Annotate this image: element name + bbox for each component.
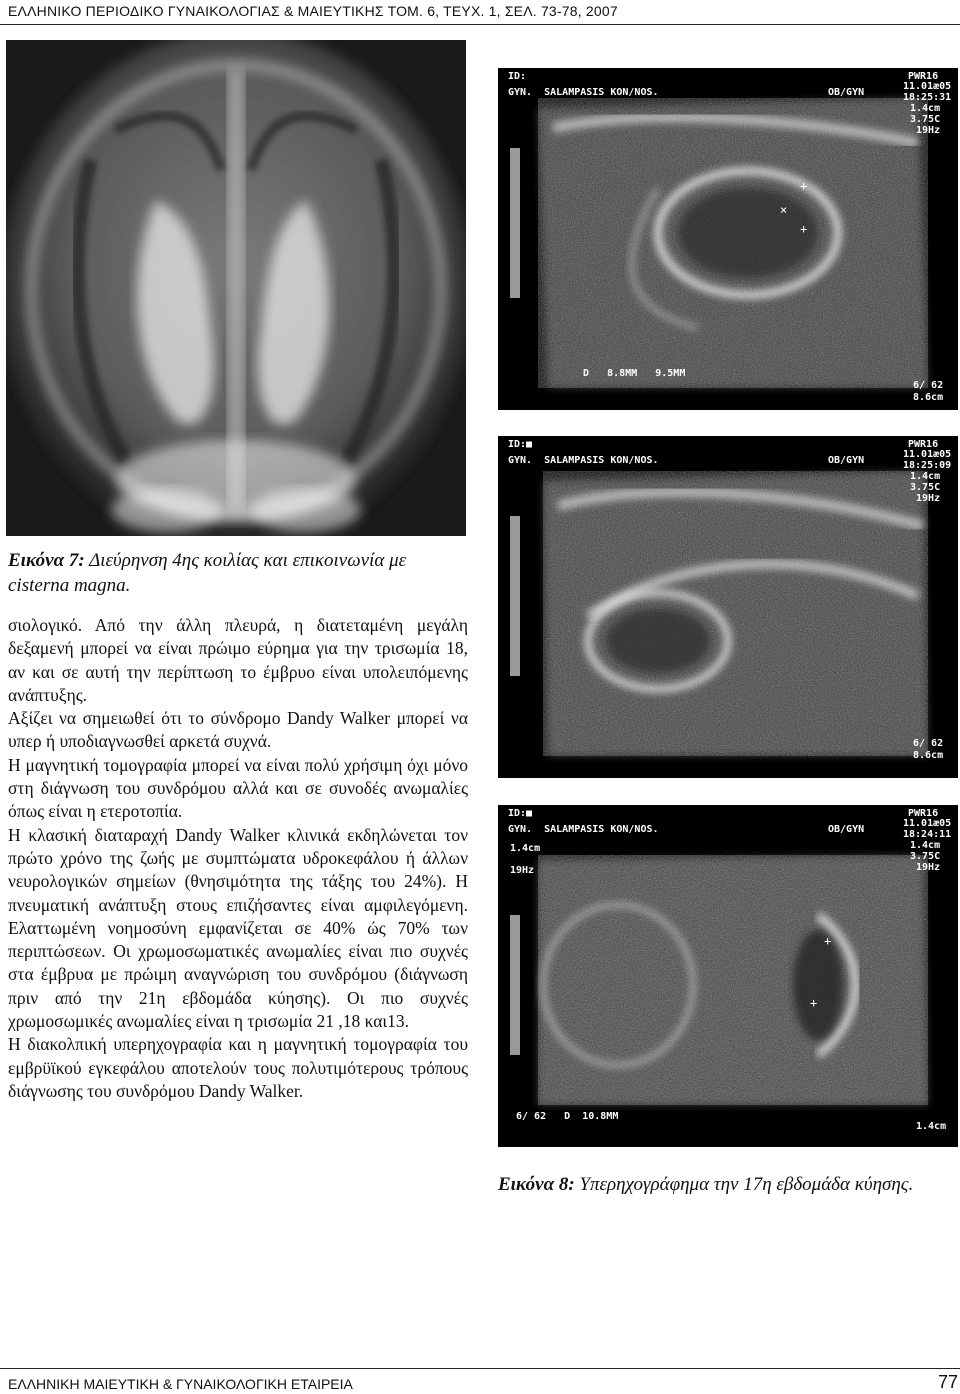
osd-power: PWR16 — [908, 439, 939, 450]
osd-id: ID: — [508, 71, 527, 82]
osd-power: PWR16 — [908, 808, 939, 819]
osd-hz: 19Hz — [916, 862, 941, 873]
osd-mode: OB/GYN — [828, 824, 865, 835]
figure-8-text: Υπερηχογράφημα την 17η εβδομάδα κύησης. — [579, 1174, 914, 1195]
osd-id: ID:■ — [508, 439, 533, 450]
osd-mode: OB/GYN — [828, 87, 865, 98]
osd-date: 11.01æ05 — [903, 818, 952, 829]
paragraph: Η μαγνητική τομογραφία μπορεί να είναι πολύ χρήσιμη όχι μόνο στη διάγνωση του συνδρόμου αλλά και σε συνοδές ανωμαλίες όπως είναι η ετεροτοπία. — [8, 754, 468, 822]
osd-time: 18:25:09 — [903, 460, 952, 471]
osd-date: 11.01æ05 — [903, 449, 952, 460]
osd-left-depth: 1.4cm — [510, 843, 541, 854]
mri-brain-graphic — [6, 40, 466, 536]
osd-mode: OB/GYN — [828, 455, 865, 466]
osd-date: 11.01æ05 — [903, 81, 952, 92]
osd-patient: GYN. SALAMPASIS KON/NOS. — [508, 824, 659, 835]
ultrasound-graphic-2 — [498, 436, 958, 778]
page-footer — [8, 1372, 958, 1392]
page-number: 77 — [937, 1372, 958, 1392]
figure-7-label: Εικόνα 7: — [8, 550, 85, 571]
footer-society: ΕΛΛΗΝΙΚΗ ΜΑΙΕΥΤΙΚΗ & ΓΥΝΑΙΚΟΛΟΓΙΚΗ ΕΤΑΙΡΕΙΑ — [8, 1376, 353, 1392]
figure-8-ultrasound-panel-2 — [498, 436, 958, 778]
osd-depth: 1.4cm — [910, 471, 941, 482]
header-rule — [0, 24, 960, 25]
ultrasound-graphic-1 — [498, 68, 958, 410]
paragraph: Αξίζει να σημειωθεί ότι το σύνδρομο Dandy Walker μπορεί να υπερ ή υποδιαγνωσθεί αρκετά συχνά. — [8, 708, 468, 752]
osd-patient: GYN. SALAMPASIS KON/NOS. — [508, 87, 659, 98]
osd-measure: 6/ 62 D 10.8MM — [516, 1111, 619, 1122]
osd-hz: 19Hz — [916, 493, 941, 504]
figure-8-label: Εικόνα 8: — [498, 1174, 575, 1195]
osd-power: PWR16 — [908, 71, 939, 82]
footer-rule — [0, 1368, 960, 1369]
osd-left-hz: 19Hz — [510, 865, 535, 876]
osd-time: 18:24:11 — [903, 829, 952, 840]
caliper-mark: + — [800, 179, 808, 193]
osd-frequency: 3.75C — [910, 482, 941, 493]
osd-scale-a: 6/ 62 — [913, 380, 944, 391]
article-body — [8, 614, 468, 1103]
figure-8-ultrasound-panel-3 — [498, 805, 958, 1147]
osd-patient: GYN. SALAMPASIS KON/NOS. — [508, 455, 659, 466]
caliper-mark: + — [800, 222, 808, 236]
ultrasound-graphic-3 — [498, 805, 958, 1147]
osd-scale-b: 8.6cm — [913, 750, 944, 761]
paragraph: σιολογικό. Από την άλλη πλευρά, η διατεταμένη μεγάλη δεξαμενή μπορεί να είναι πρώιμο εύρημα για την τρισωμία 18, αν και σε αυτή την περίπτωση το έμβρυο είναι υπολειπόμενης ανάπτυξης. — [8, 615, 468, 705]
figure-7-mri-image — [6, 40, 466, 536]
caliper-mark: × — [780, 203, 788, 217]
osd-depth: 1.4cm — [910, 103, 941, 114]
figure-7-caption — [8, 548, 468, 598]
caliper-mark: + — [824, 934, 832, 948]
running-header: ΕΛΛΗΝΙΚΟ ΠΕΡΙΟΔΙΚΟ ΓΥΝΑΙΚΟΛΟΓΙΑΣ & ΜΑΙΕΥΤΙΚΗΣ ΤΟΜ. 6, ΤΕΥΧ. 1, ΣΕΛ. 73-78, 2007 — [8, 3, 618, 19]
figure-8-caption — [498, 1172, 938, 1197]
caliper-mark: + — [810, 996, 818, 1010]
osd-hz: 19Hz — [916, 125, 941, 136]
osd-frequency: 3.75C — [910, 851, 941, 862]
osd-frequency: 3.75C — [910, 114, 941, 125]
osd-measure: D 8.8MM 9.5MM — [583, 368, 686, 379]
osd-id: ID:■ — [508, 808, 533, 819]
osd-scale-b: 1.4cm — [916, 1121, 947, 1132]
figure-8-ultrasound-panel-1 — [498, 68, 958, 410]
osd-scale-a: 6/ 62 — [913, 738, 944, 749]
osd-time: 18:25:31 — [903, 92, 952, 103]
osd-scale-b: 8.6cm — [913, 392, 944, 403]
figure-7-text: Διεύρηνση 4ης κοιλίας και επικοινωνία με cisterna magna. — [8, 550, 407, 596]
paragraph: Η διακολπική υπερηχογραφία και η μαγνητική τομογραφία του εμβρϋϊκού εγκεφάλου αποτελούν τους πολυτιμότερους τρόπους διάγνωσης του συνδρόμου Dandy Walker. — [8, 1034, 468, 1101]
osd-depth: 1.4cm — [910, 840, 941, 851]
paragraph: Η κλασική διαταραχή Dandy Walker κλινικά εκδηλώνεται τον πρώτο χρόνο της ζωής με συμπτώματα υδροκεφάλου ή άλλων νευρολογικών σημείων (θνησιμότητα της τάξης του 24%). Η πνευματική ανάπτυξη στους επιζήσαντες είναι αμφιλεγόμενη. Ελαττωμένη νοημοσύνη εμφανίζεται σε 40% ώς 70% των περιπτώσεων. Οι χρωμοσωματικές ανωμαλίες είναι πιο συχνές στα έμβρυα με πρώιμη αναγνώριση του συνδρόμου (διάγνωση πριν από την 21η εβδομάδα κύησης). Οι πιο συχνές χρωμοσωμικές ανωμαλίες είναι η τρισωμία 21 ,18 και13. — [8, 824, 468, 1032]
